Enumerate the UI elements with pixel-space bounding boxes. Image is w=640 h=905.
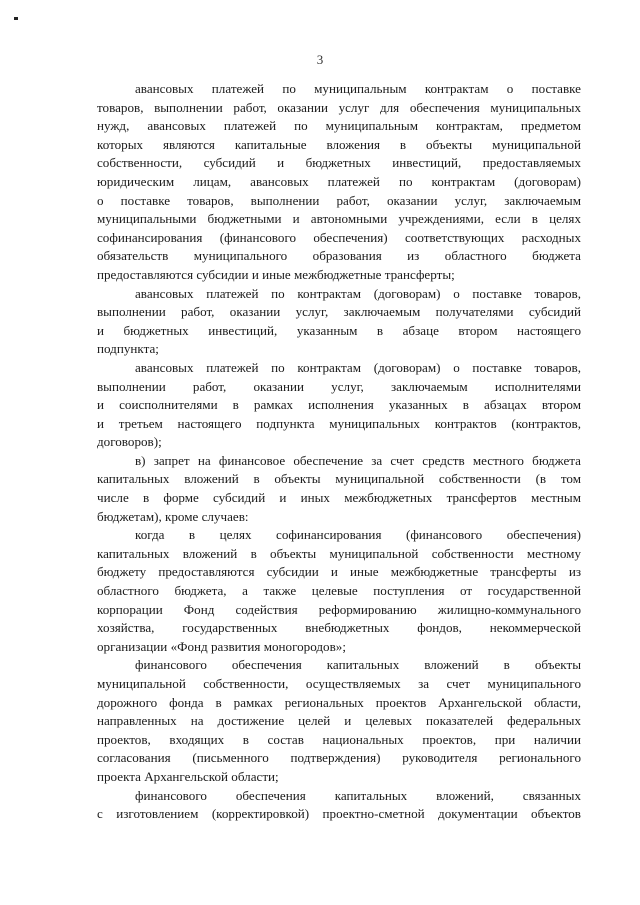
text-line: бюджетам), кроме случаев:: [97, 508, 249, 524]
text-line: договоров);: [97, 434, 162, 450]
text-line: муниципальными бюджетными и автономными учреждениями, если в целях: [97, 211, 581, 227]
text-line: и третьем настоящего подпункта муниципальных контрактов (контрактов,: [97, 415, 581, 431]
text-line: капитальных вложений в объекты муниципальной собственности (в том: [97, 471, 581, 487]
text-line: которых являются капитальные вложения в объекты муниципальной: [97, 136, 581, 152]
text-line: проекта Архангельской области;: [97, 768, 279, 784]
text-line: согласования (письменного подтверждения) руководителя регионального: [97, 750, 581, 766]
text-line: предоставляются субсидии и иные межбюджетные трансферты;: [97, 266, 455, 282]
text-line: числе в форме субсидий и иных межбюджетных трансфертов местным: [97, 490, 581, 506]
document-body: [97, 80, 581, 824]
text-line: организации «Фонд развития моногородов»;: [97, 638, 346, 654]
paragraph-first-line: финансового обеспечения капитальных вложений в объекты: [135, 657, 581, 673]
text-line: юридическим лицам, авансовых платежей по контрактам (договорам): [97, 173, 581, 189]
text-line: выполнении работ, оказании услуг, заключаемым получателями субсидий: [97, 304, 581, 320]
text-line: подпункта;: [97, 341, 159, 357]
text-line: бюджету предоставляются субсидии и иные межбюджетные трансферты из: [97, 564, 581, 580]
text-line: товаров, выполнении работ, оказании услуг для обеспечения муниципальных: [97, 99, 581, 115]
page-number: 3: [316, 52, 324, 67]
text-line: корпорации Фонд содействия реформированию жилищно-коммунального: [97, 601, 581, 617]
text-line: дорожного фонда в рамках региональных проектов Архангельской области,: [97, 694, 581, 710]
text-line: собственности, субсидий и бюджетных инвестиций, предоставляемых: [97, 155, 581, 171]
text-line: выполнении работ, оказании услуг, заключаемым исполнителями: [97, 378, 581, 394]
text-line: муниципальной собственности, осуществляемых за счет муниципального: [97, 676, 581, 691]
paragraph-first-line: когда в целях софинансирования (финансового обеспечения): [135, 527, 581, 543]
text-line: обязательств муниципального образования из областного бюджета: [97, 248, 581, 264]
paragraph-first-line: авансовых платежей по контрактам (договорам) о поставке товаров,: [135, 285, 581, 301]
text-line: областного бюджета, а также целевые поступления от государственной: [97, 583, 581, 599]
text-line: софинансирования (финансового обеспечения) соответствующих расходных: [97, 229, 581, 245]
text-line: нужд, авансовых платежей по муниципальным контрактам, предметом: [97, 118, 581, 134]
text-line: направленных на достижение целей и целевых показателей федеральных: [97, 713, 581, 729]
paragraph-first-line: авансовых платежей по контрактам (договорам) о поставке товаров,: [135, 359, 581, 375]
paragraph-first-line: в) запрет на финансовое обеспечение за счет средств местного бюджета: [135, 452, 581, 468]
text-line: о поставке товаров, выполнении работ, оказании услуг, заключаемым: [97, 192, 581, 208]
text-line: капитальных вложений в объекты муниципальной собственности местному: [97, 545, 581, 561]
text-line: и соисполнителями в рамках исполнения указанных в абзацах втором: [97, 397, 581, 413]
text-line: хозяйства, государственных внебюджетных фондов, некоммерческой: [97, 620, 581, 636]
text-line: с изготовлением (корректировкой) проектно-сметной документации объектов: [97, 806, 581, 822]
paragraph-first-line: финансового обеспечения капитальных вложений, связанных: [135, 787, 581, 803]
text-line: проектов, входящих в состав национальных проектов, при наличии: [97, 731, 581, 747]
text-line: и бюджетных инвестиций, указанным в абзаце втором настоящего: [97, 322, 581, 338]
scan-artifact-mark: [14, 17, 18, 20]
paragraph-first-line: авансовых платежей по муниципальным контрактам о поставке: [135, 81, 581, 96]
